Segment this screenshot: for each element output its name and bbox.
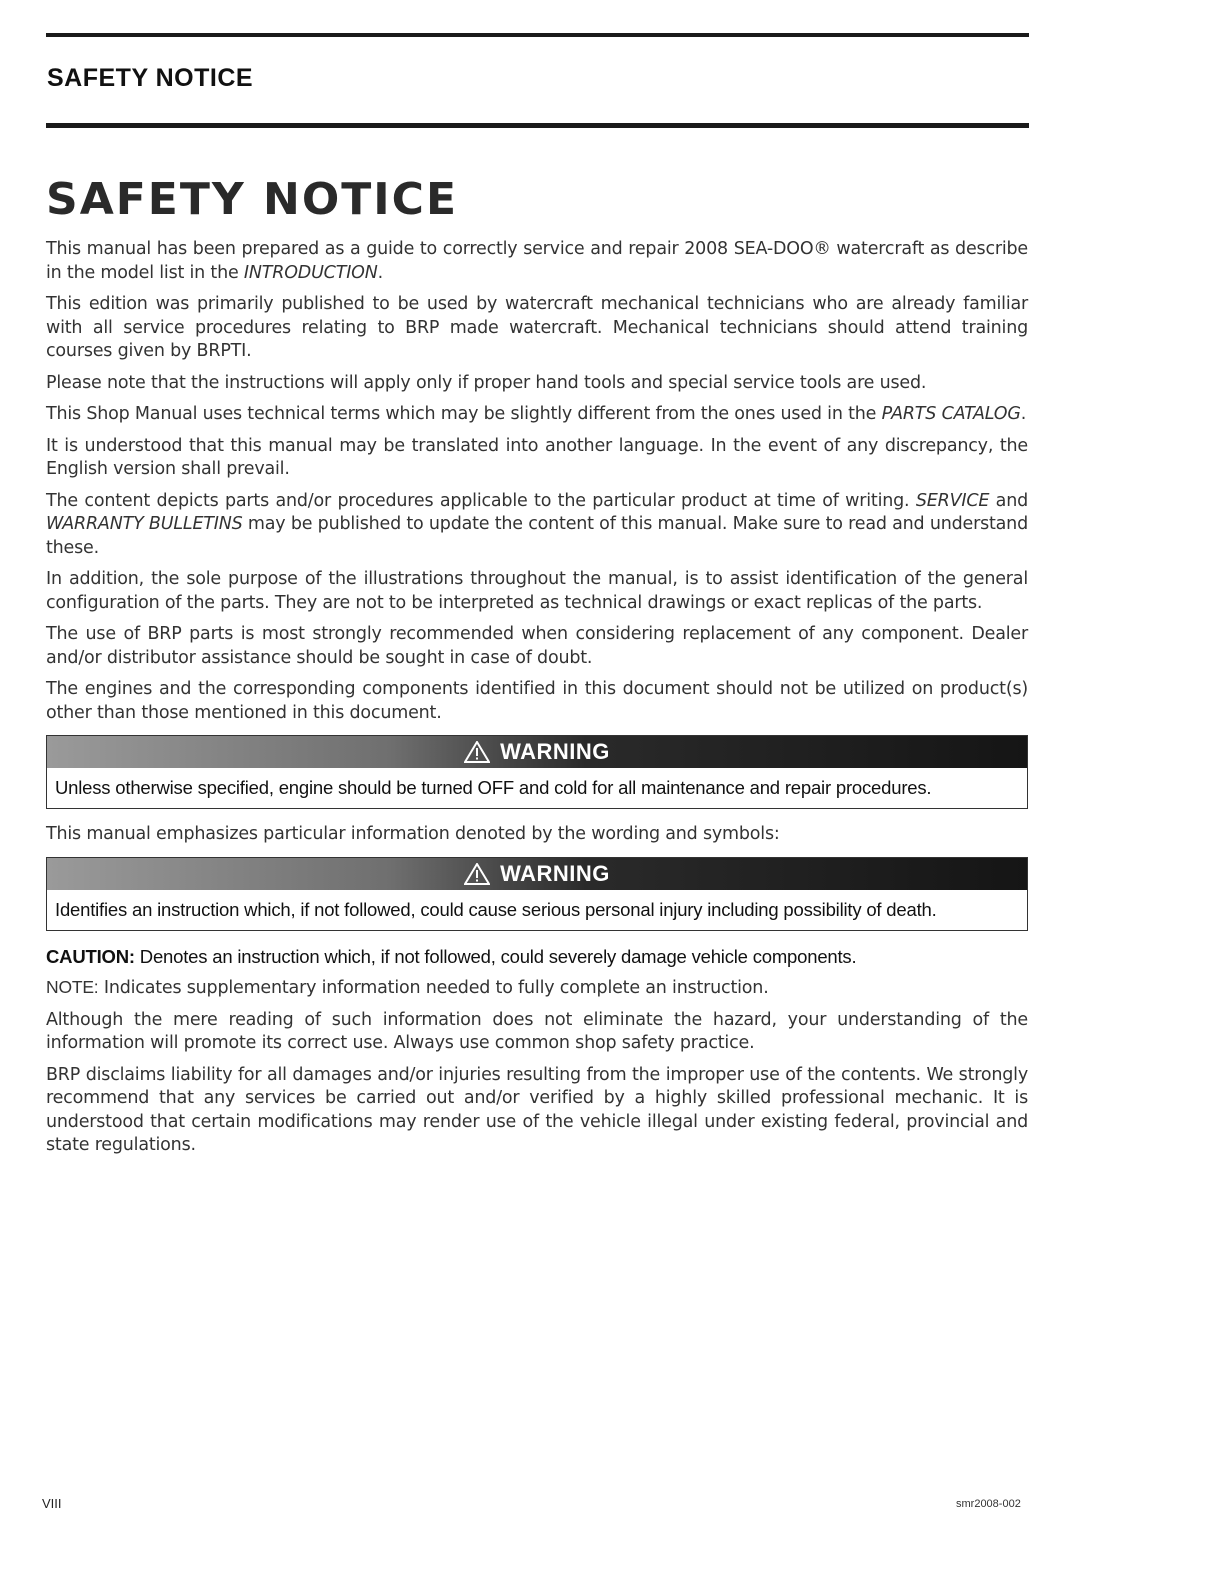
note-label: NOTE:: [46, 977, 99, 997]
running-header-title: SAFETY NOTICE: [47, 64, 254, 92]
warning-header: [47, 736, 1027, 768]
warning-triangle-icon: [464, 741, 490, 763]
page-number: VIII: [42, 1496, 62, 1511]
warning-label: WARNING: [500, 739, 610, 765]
caution-label: CAUTION:: [46, 945, 135, 967]
paragraph-hazard: Although the mere reading of such information does not eliminate the hazard, your understanding of the information will promote its correct use. Always use common shop safety practice.: [46, 1009, 1028, 1053]
warning-triangle-icon: [464, 863, 490, 885]
paragraph-emphasis: This manual emphasizes particular information denoted by the wording and symbols:: [46, 824, 780, 844]
warning-text: Identifies an instruction which, if not followed, could cause serious personal injury including possibility of death.: [55, 898, 937, 920]
warning-box-maintenance: [46, 735, 1028, 809]
paragraph-terms: This Shop Manual uses technical terms which may be slightly different from the ones used in the PARTS CATALOG.: [46, 404, 1027, 424]
document-body: [46, 238, 1028, 1166]
introduction-ref: INTRODUCTION: [243, 262, 378, 283]
caution-paragraph: CAUTION: Denotes an instruction which, if not followed, could severely damage vehicle components.: [46, 945, 857, 967]
paragraph-illustrations: In addition, the sole purpose of the illustrations throughout the manual, is to assist identification of the general configuration of the parts. They are not to be interpreted as technical drawings or exact replicas of the parts.: [46, 569, 1028, 613]
paragraph-intro: This manual has been prepared as a guide to correctly service and repair 2008 SEA-DOO® watercraft as describe in the model list in the INTRODUCTION.: [46, 239, 1028, 283]
paragraph-tools: Please note that the instructions will apply only if proper hand tools and special service tools are used.: [46, 372, 927, 393]
document-code: smr2008-002: [956, 1498, 1021, 1510]
paragraph-edition: This edition was primarily published to be used by watercraft mechanical technicians who are already familiar with all service procedures relating to BRP made watercraft. Mechanical technicians should attend training courses given by BRPTI.: [46, 294, 1028, 361]
warranty-bulletins-ref: WARRANTY BULLETINS: [46, 514, 243, 534]
parts-catalog-ref: PARTS CATALOG: [881, 404, 1021, 424]
warning-text: Unless otherwise specified, engine should be turned OFF and cold for all maintenance and repair procedures.: [55, 777, 932, 798]
paragraph-disclaimer: BRP disclaims liability for all damages and/or injuries resulting from the improper use of the contents. We strongly recommend that any services be carried out and/or verified by a highly skilled professional mechanic. It is understood that certain modifications may render use of the vehicle illegal under existing federal, provincial and state regulations.: [46, 1064, 1028, 1155]
paragraph-translation: It is understood that this manual may be translated into another language. In the event of any discrepancy, the English version shall prevail.: [46, 435, 1028, 479]
paragraph-content: The content depicts parts and/or procedures applicable to the particular product at time of writing. SERVICE and WARRANTY BULLETINS may be published to update the content of this manual. Make sure to read and understand these.: [46, 490, 1028, 558]
warning-header: [47, 858, 1027, 890]
header-bottom-rule: [46, 123, 1029, 128]
header-top-rule: [46, 33, 1029, 37]
paragraph-engines: The engines and the corresponding components identified in this document should not be utilized on product(s) other than those mentioned in this document.: [46, 679, 1028, 723]
page-title: SAFETY NOTICE: [46, 174, 459, 225]
warning-box-definition: [46, 857, 1028, 931]
warning-label: WARNING: [500, 860, 610, 886]
note-paragraph: NOTE: Indicates supplementary information needed to fully complete an instruction.: [46, 977, 769, 998]
service-ref: SERVICE: [915, 490, 990, 511]
paragraph-brp-parts: The use of BRP parts is most strongly recommended when considering replacement of any component. Dealer and/or distributor assistance should be sought in case of doubt.: [46, 624, 1028, 668]
